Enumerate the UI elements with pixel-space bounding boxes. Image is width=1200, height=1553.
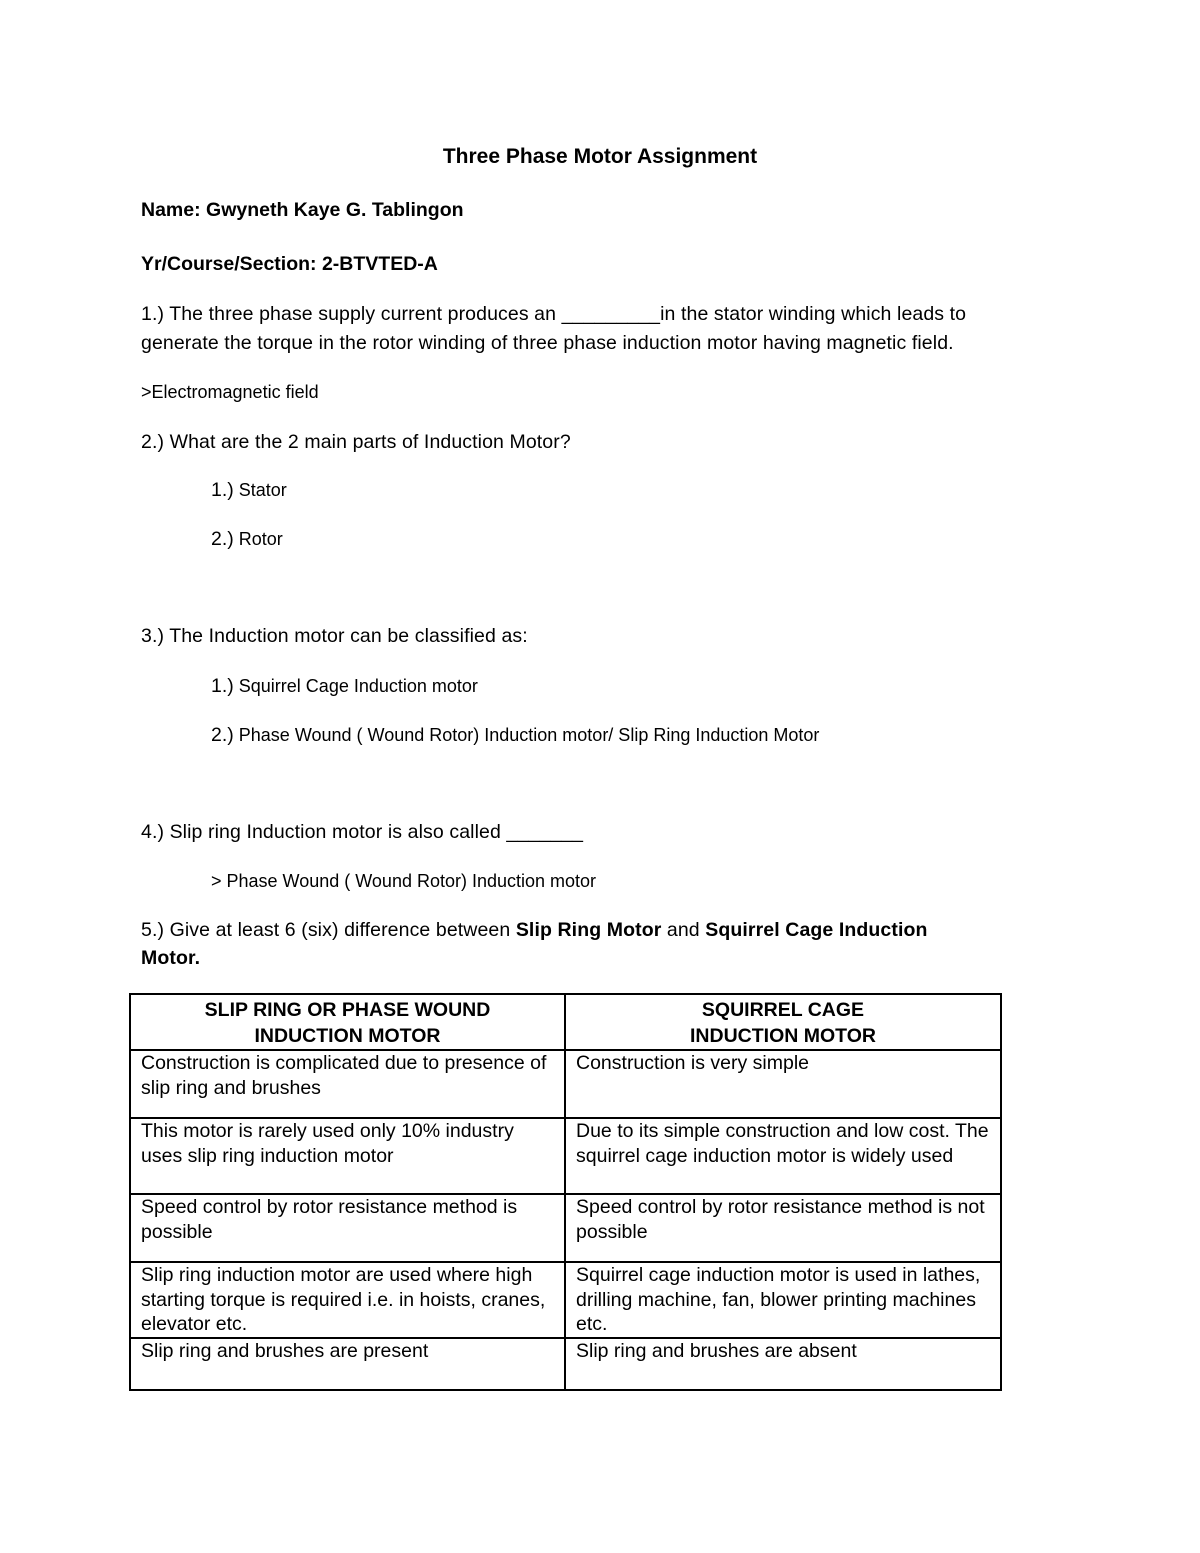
header-slip-ring [130, 994, 565, 1050]
q2-item-2-number: 2.) [211, 528, 234, 550]
header-squirrel-cage [565, 994, 1001, 1050]
q3-item-1-text: Squirrel Cage Induction motor [238, 676, 478, 696]
q3-item-1 [211, 675, 478, 698]
q2-item-2 [211, 528, 283, 551]
table-row [130, 1194, 1001, 1262]
table-cell-right: Due to its simple construction and low cost. The squirrel cage induction motor is widely used [565, 1118, 1001, 1194]
table-cell-left: Slip ring induction motor are used where high starting torque is required i.e. in hoists, cranes, elevator etc. [130, 1262, 565, 1338]
table-row [130, 1050, 1001, 1118]
table-cell-right: Speed control by rotor resistance method is not possible [565, 1194, 1001, 1262]
table-cell-left: Construction is complicated due to presence of slip ring and brushes [130, 1050, 565, 1118]
q5-slip-ring-motor: Slip Ring Motor [515, 919, 662, 941]
q3-item-1-number: 1.) [211, 675, 234, 697]
q2-item-1 [211, 479, 287, 502]
header-slip-ring-line-1: SLIP RING OR PHASE WOUND [204, 999, 491, 1021]
q1-answer: >Electromagnetic field [141, 382, 319, 402]
q2-item-1-number: 1.) [211, 479, 234, 501]
table-cell-right: Squirrel cage induction motor is used in lathes, drilling machine, fan, blower printing machines etc. [565, 1262, 1001, 1338]
q5-prefix: 5.) Give at least 6 (six) difference between [141, 919, 516, 941]
course-section: Yr/Course/Section: 2-BTVTED-A [141, 253, 438, 275]
header-squirrel-cage-line-1: SQUIRREL CAGE [701, 999, 865, 1021]
header-squirrel-cage-line-2: INDUCTION MOTOR [690, 1025, 876, 1047]
table-row [130, 1118, 1001, 1194]
q3-item-2-number: 2.) [211, 724, 234, 746]
q3-item-2 [211, 724, 819, 747]
q1-line-1: 1.) The three phase supply current produces an _________in the stator winding which leads to [141, 303, 967, 325]
q4-question: 4.) Slip ring Induction motor is also called _______ [141, 821, 584, 843]
student-name: Name: Gwyneth Kaye G. Tablingon [141, 199, 464, 221]
table-row [130, 1338, 1001, 1390]
table-cell-right: Slip ring and brushes are absent [565, 1338, 1001, 1390]
q4-answer: > Phase Wound ( Wound Rotor) Induction motor [211, 871, 597, 891]
q3-item-2-text: Phase Wound ( Wound Rotor) Induction motor/ Slip Ring Induction Motor [238, 725, 820, 745]
q5-squirrel-cage: Squirrel Cage Induction [705, 919, 928, 941]
q5-line-2: Motor. [141, 947, 201, 969]
document-title: Three Phase Motor Assignment [442, 145, 758, 168]
header-slip-ring-line-2: INDUCTION MOTOR [254, 1025, 441, 1047]
table-cell-left: This motor is rarely used only 10% industry uses slip ring induction motor [130, 1118, 565, 1194]
q2-question: 2.) What are the 2 main parts of Induction Motor? [141, 431, 571, 453]
table-row [130, 1262, 1001, 1338]
table-cell-left: Speed control by rotor resistance method is possible [130, 1194, 565, 1262]
comparison-table [129, 993, 1002, 1391]
q2-item-1-text: Stator [238, 480, 287, 500]
table-header-row [130, 994, 1001, 1050]
q1-line-2: generate the torque in the rotor winding of three phase induction motor having magnetic field. [141, 332, 954, 354]
table-cell-right: Construction is very simple [565, 1050, 1001, 1118]
q5-mid: and [661, 919, 706, 941]
q5-line-1 [141, 919, 928, 942]
table-cell-left: Slip ring and brushes are present [130, 1338, 565, 1390]
q2-item-2-text: Rotor [238, 529, 283, 549]
q3-question: 3.) The Induction motor can be classified as: [141, 625, 528, 647]
